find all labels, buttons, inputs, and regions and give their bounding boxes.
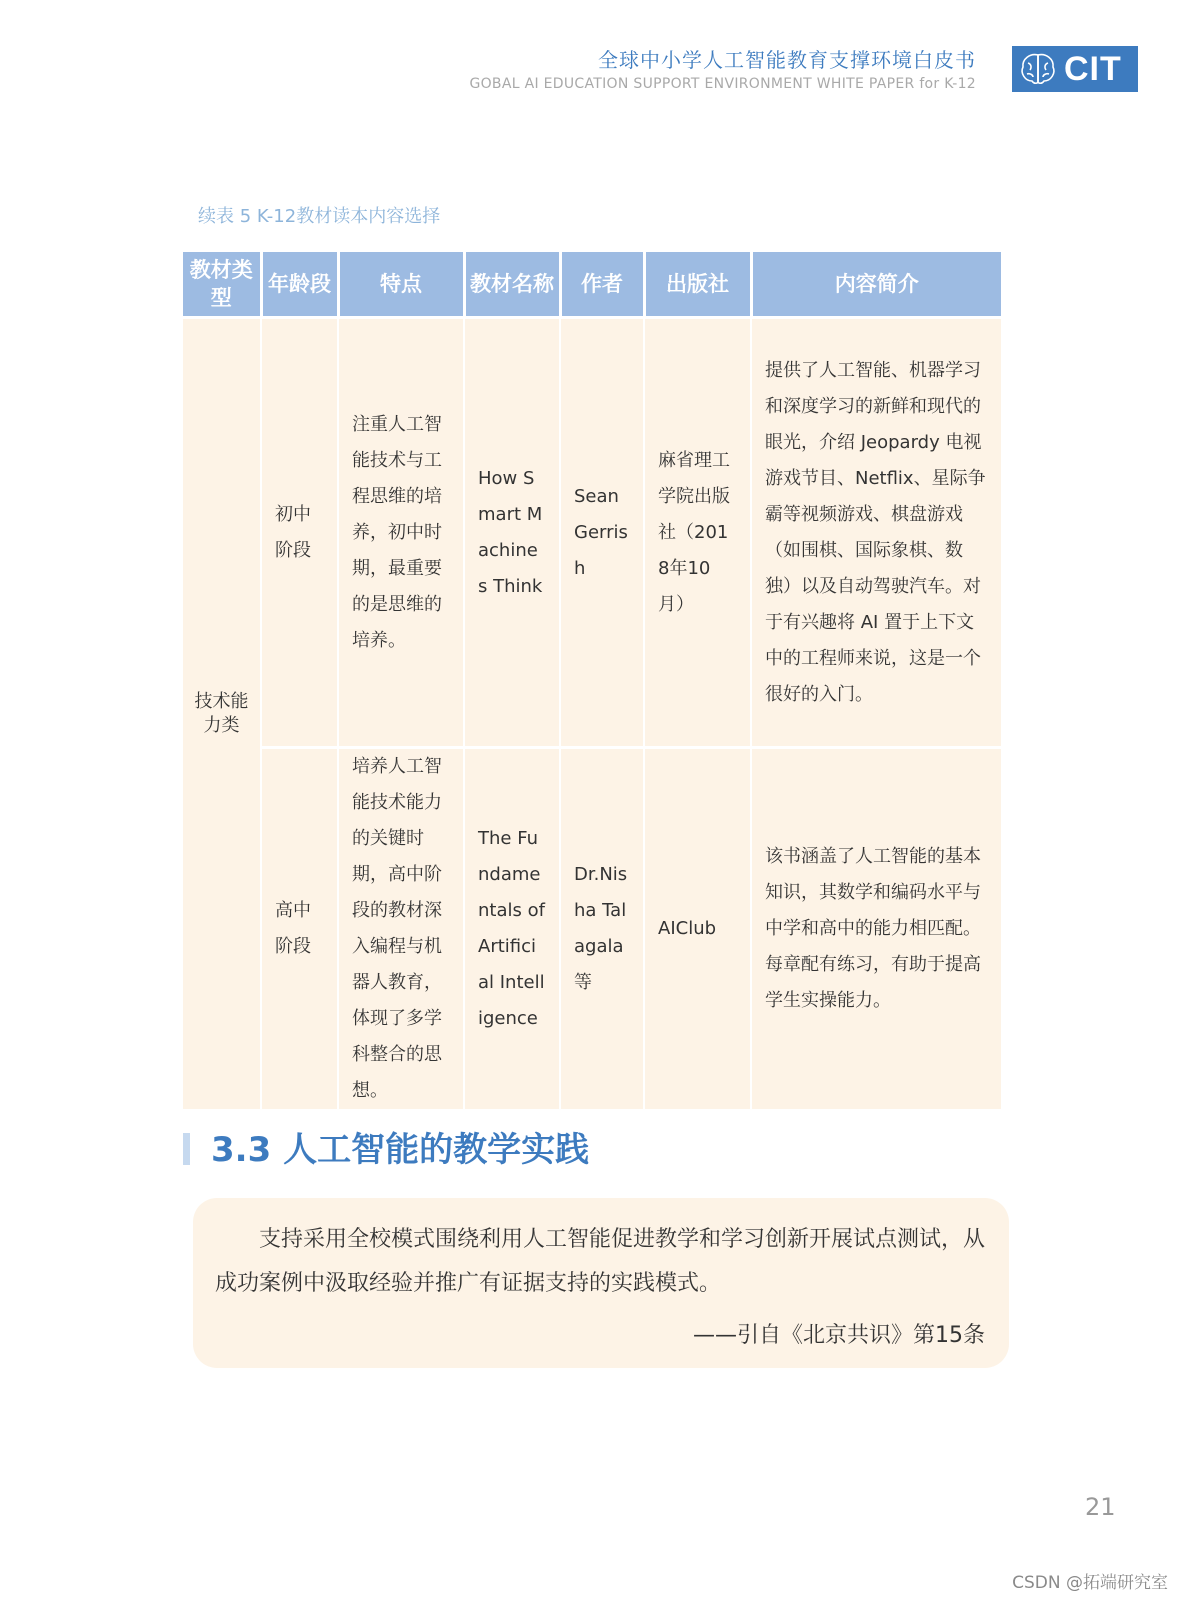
table-header-row <box>183 252 1001 318</box>
feature-cell: 培养人工智能技术能力的关键时期，高中阶段的教材深入编程与机器人教育，体现了多学科整合的思想。 <box>338 748 464 1110</box>
type-cell: 技术能力类 <box>183 318 261 1110</box>
summary-cell: 该书涵盖了人工智能的基本知识，其数学和编码水平与中学和高中的能力相匹配。每章配有练习，有助于提高学生实操能力。 <box>751 748 1001 1110</box>
feature-cell: 注重人工智能技术与工程思维的培养，初中时期，最重要的是思维的培养。 <box>338 318 464 748</box>
header-cell: 特点 <box>338 252 464 318</box>
age-cell: 初中阶段 <box>261 318 338 748</box>
publisher-cell: AIClub <box>644 748 751 1110</box>
header-cell: 出版社 <box>644 252 751 318</box>
watermark: CSDN @拓端研究室 <box>1012 1573 1168 1593</box>
header-title: 全球中小学人工智能教育支撑环境白皮书 <box>598 48 976 72</box>
age-cell: 高中阶段 <box>261 748 338 1110</box>
summary-cell: 提供了人工智能、机器学习和深度学习的新鲜和现代的眼光，介绍 Jeopardy 电视游戏节目、Netflix、星际争霸等视频游戏、棋盘游戏（如围棋、国际象棋、数独）以及自动驾驶汽车。对于有兴趣将 AI 置于上下文中的工程师来说，这是一个很好的入门。 <box>751 318 1001 748</box>
header-cell: 年龄段 <box>261 252 338 318</box>
page-number: 21 <box>1085 1493 1116 1521</box>
author-cell: Dr.Nisha Talagala等 <box>560 748 644 1110</box>
table-row <box>183 748 1001 1110</box>
header-subtitle: GOBAL AI EDUCATION SUPPORT ENVIRONMENT WHITE PAPER for K-12 <box>469 76 976 92</box>
header-cell: 教材名称 <box>464 252 560 318</box>
quote-source: ——引自《北京共识》第15条 <box>693 1323 985 1348</box>
textbook-table <box>183 252 1001 1109</box>
title-cell: The Fundamentals of Artificial Intelligence <box>464 748 560 1110</box>
section-title: 3.3 人工智能的教学实践 <box>211 1130 590 1170</box>
author-cell: Sean Gerrish <box>560 318 644 748</box>
section-marker <box>183 1133 190 1165</box>
publisher-cell: 麻省理工学院出版社（2018年10月） <box>644 318 751 748</box>
quote-box <box>193 1198 1009 1368</box>
logo <box>1012 46 1138 92</box>
header-cell: 教材类型 <box>183 252 261 318</box>
header-cell: 作者 <box>560 252 644 318</box>
title-cell: How Smart Machines Think <box>464 318 560 748</box>
logo-text: CIT <box>1064 49 1122 88</box>
brain-icon <box>1018 51 1058 87</box>
table-caption: 续表 5 K-12教材读本内容选择 <box>198 206 441 227</box>
quote-text: 支持采用全校模式围绕利用人工智能促进教学和学习创新开展试点测试，从成功案例中汲取经验并推广有证据支持的实践模式。 <box>215 1227 986 1296</box>
header-cell: 内容简介 <box>751 252 1001 318</box>
table-row <box>183 318 1001 748</box>
